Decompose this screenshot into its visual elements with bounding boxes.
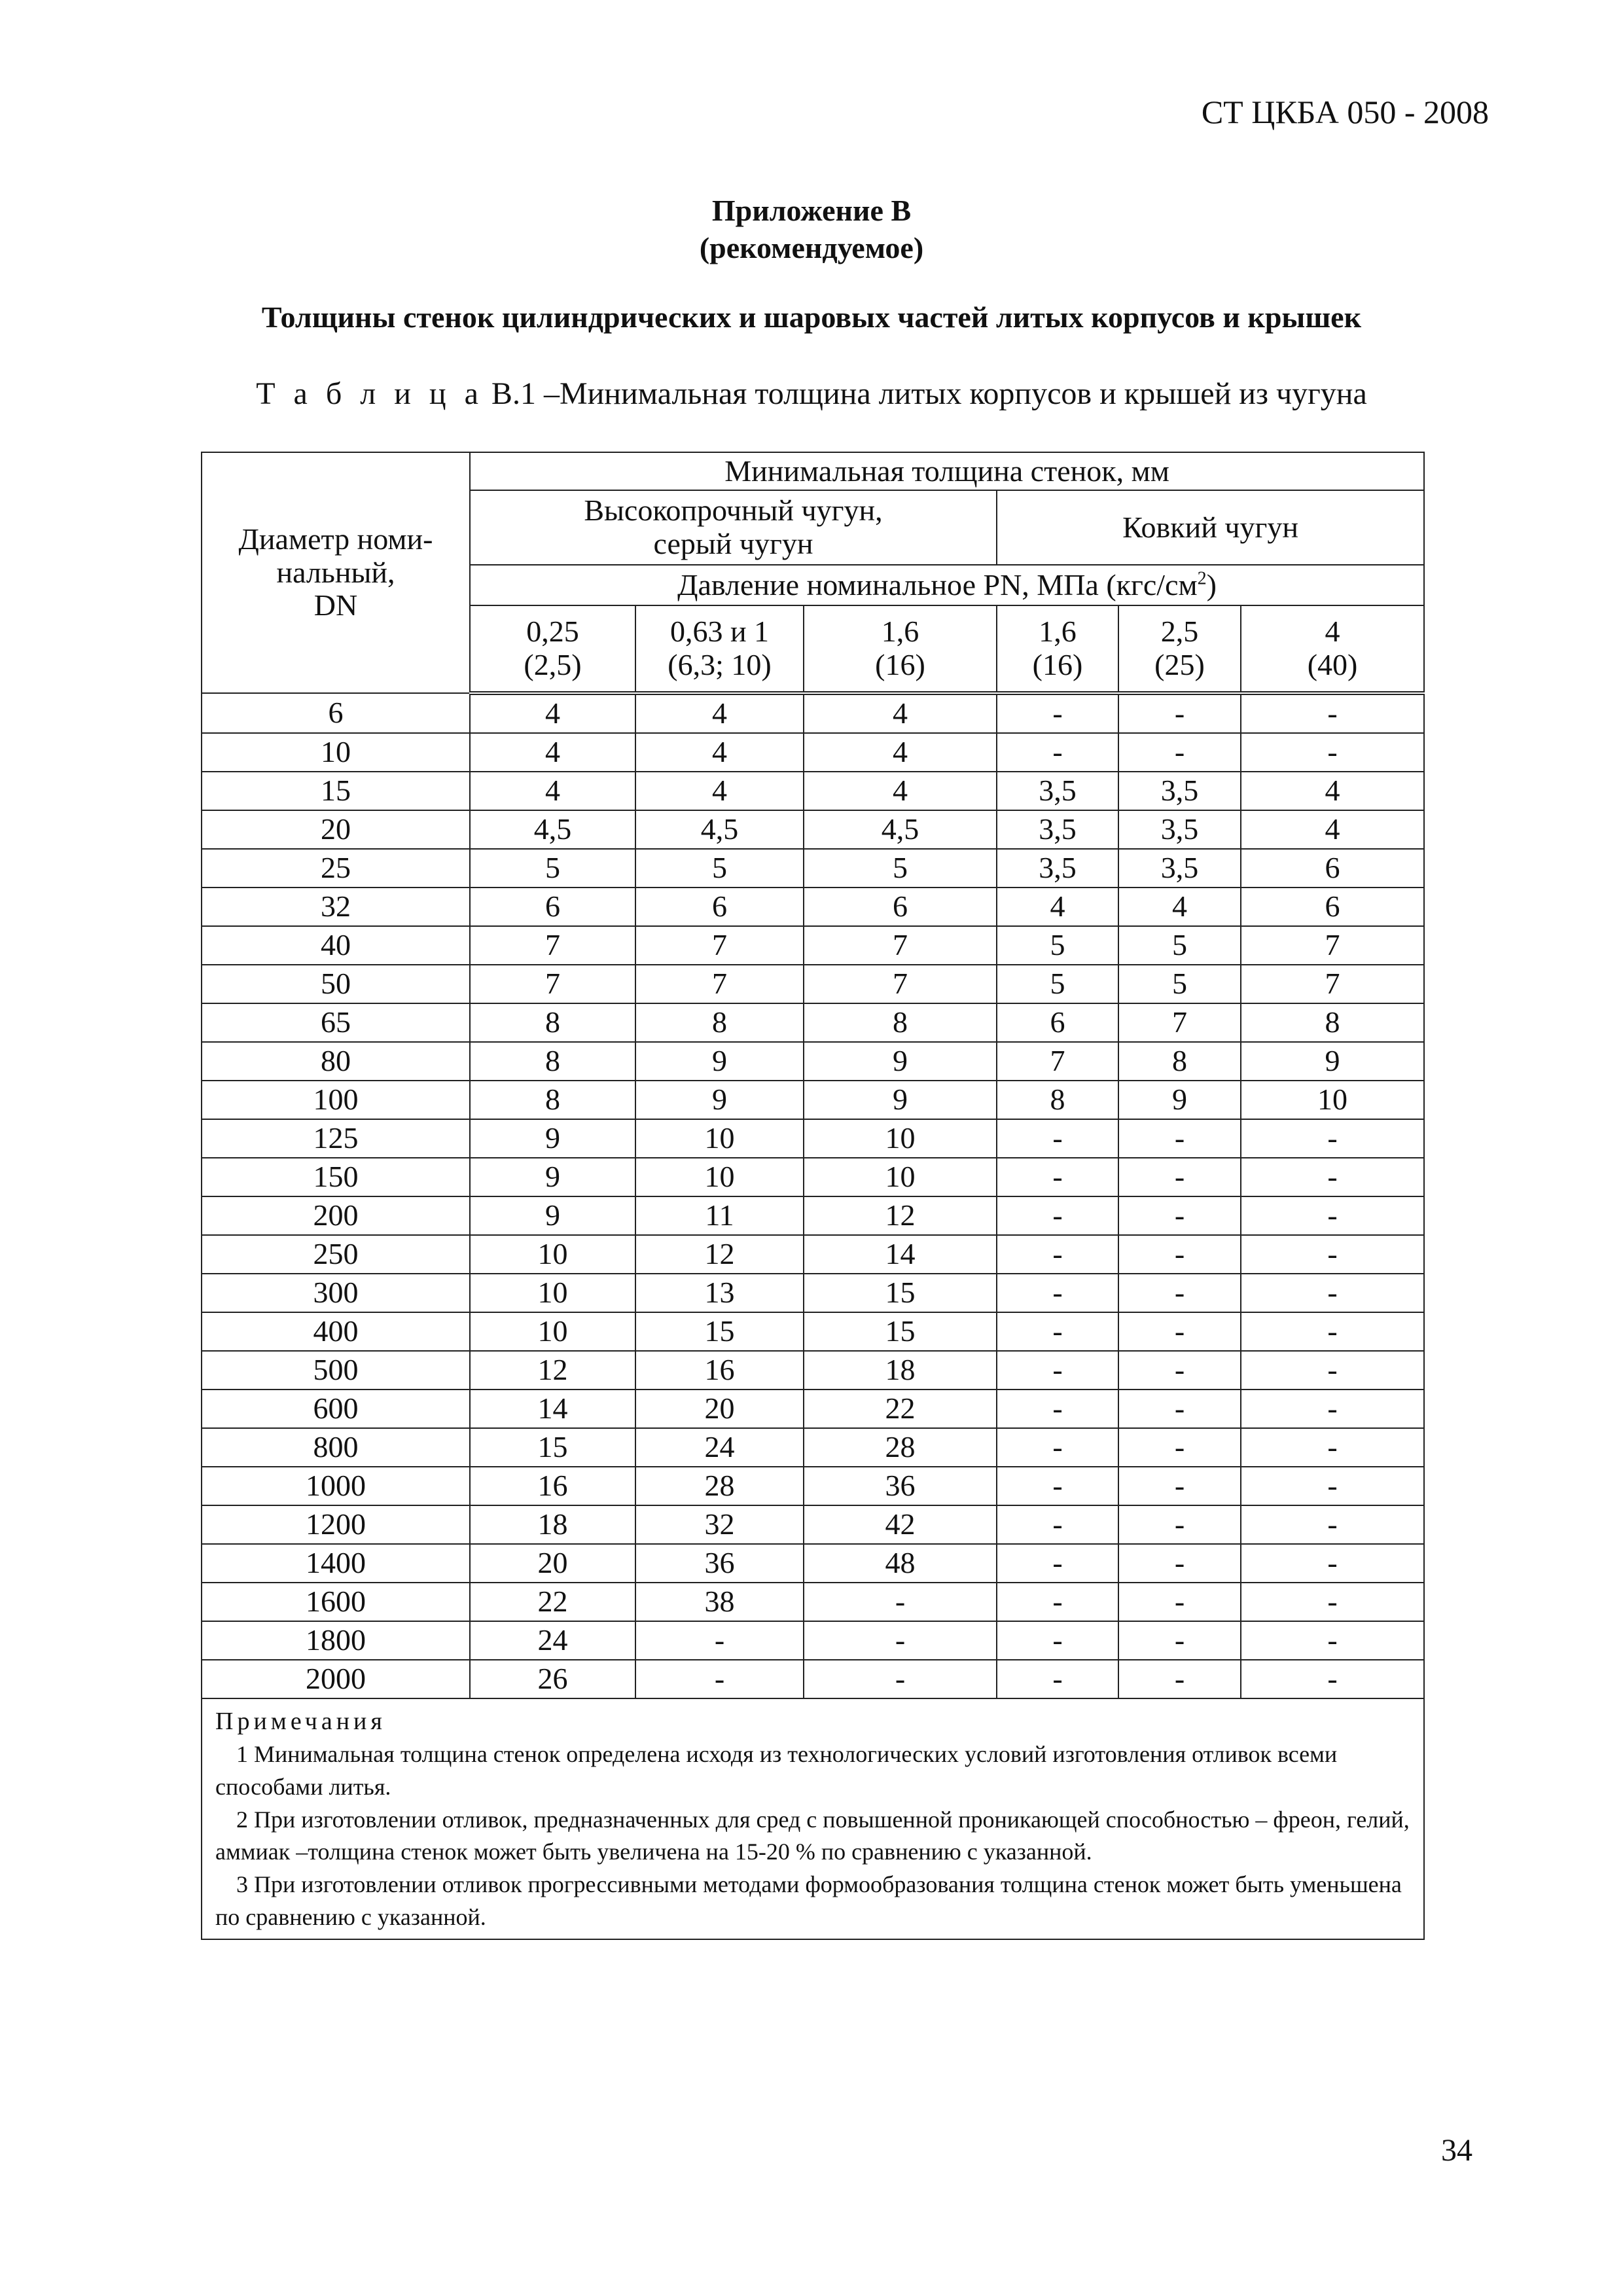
pressure-column-header xyxy=(1241,605,1424,693)
note-item: 1 Минимальная толщина стенок определена исходя из технологических условий изготовления отливок всеми способами литья. xyxy=(215,1741,1338,1801)
thickness-cell: 38 xyxy=(635,1583,804,1621)
dn-cell: 80 xyxy=(202,1042,470,1081)
thickness-cell: 9 xyxy=(470,1158,635,1196)
dn-cell: 1800 xyxy=(202,1621,470,1660)
thickness-cell: - xyxy=(1241,1196,1424,1235)
thickness-cell: 4 xyxy=(804,772,997,810)
thickness-cell: 24 xyxy=(470,1621,635,1660)
thickness-cell: 7 xyxy=(1241,965,1424,1003)
thickness-cell: 6 xyxy=(804,888,997,926)
table-row xyxy=(202,1003,1424,1042)
thickness-cell: 15 xyxy=(470,1428,635,1467)
thickness-cell: - xyxy=(1241,1158,1424,1196)
thickness-cell: - xyxy=(997,1351,1118,1390)
table-row xyxy=(202,1119,1424,1158)
table-caption-text: В.1 –Минимальная толщина литых корпусов и крышей из чугуна xyxy=(491,376,1367,411)
thickness-table xyxy=(201,452,1425,1940)
thickness-cell: - xyxy=(1118,693,1241,733)
table-row xyxy=(202,1235,1424,1274)
thickness-cell: 9 xyxy=(470,1196,635,1235)
thickness-cell: - xyxy=(804,1660,997,1698)
thickness-cell: - xyxy=(1241,1274,1424,1312)
pressure-mpa: 1,6 xyxy=(881,615,919,649)
dn-cell: 25 xyxy=(202,849,470,888)
thickness-cell: 7 xyxy=(1118,1003,1241,1042)
thickness-cell: 4,5 xyxy=(804,810,997,849)
thickness-cell: 36 xyxy=(635,1544,804,1583)
pressure-kgf: (2,5) xyxy=(524,648,582,681)
thickness-cell: 36 xyxy=(804,1467,997,1505)
thickness-cell: - xyxy=(1118,1428,1241,1467)
thickness-cell: - xyxy=(1241,733,1424,772)
thickness-cell: 12 xyxy=(804,1196,997,1235)
table-row xyxy=(202,849,1424,888)
thickness-cell: - xyxy=(1118,1390,1241,1428)
thickness-cell: - xyxy=(1118,733,1241,772)
thickness-cell: - xyxy=(997,1544,1118,1583)
thickness-cell: 13 xyxy=(635,1274,804,1312)
thickness-cell: - xyxy=(1241,1583,1424,1621)
table-row xyxy=(202,810,1424,849)
thickness-cell: 4 xyxy=(635,733,804,772)
thickness-cell: 20 xyxy=(635,1390,804,1428)
thickness-cell: - xyxy=(997,1467,1118,1505)
table-row xyxy=(202,1158,1424,1196)
table-row xyxy=(202,888,1424,926)
thickness-cell: 10 xyxy=(1241,1081,1424,1119)
pressure-mpa: 0,63 и 1 xyxy=(669,615,770,649)
thickness-cell: 10 xyxy=(635,1158,804,1196)
thickness-cell: 3,5 xyxy=(1118,772,1241,810)
dn-cell: 1200 xyxy=(202,1505,470,1544)
thickness-cell: 4 xyxy=(470,733,635,772)
thickness-cell: 4 xyxy=(1118,888,1241,926)
thickness-cell: 6 xyxy=(1241,888,1424,926)
dn-cell: 50 xyxy=(202,965,470,1003)
thickness-cell: 4 xyxy=(997,888,1118,926)
thickness-cell: 8 xyxy=(635,1003,804,1042)
table-row xyxy=(202,965,1424,1003)
appendix-title: Приложение В xyxy=(711,194,912,227)
section-title: Толщины стенок цилиндрических и шаровых частей литых корпусов и крышек xyxy=(261,300,1362,334)
table-row xyxy=(202,1351,1424,1390)
dn-cell: 125 xyxy=(202,1119,470,1158)
thickness-cell: 5 xyxy=(1118,926,1241,965)
thickness-cell: - xyxy=(1118,1467,1241,1505)
thickness-cell: - xyxy=(1118,1235,1241,1274)
thickness-cell: - xyxy=(804,1583,997,1621)
table-row xyxy=(202,1274,1424,1312)
thickness-cell: - xyxy=(1118,1583,1241,1621)
thickness-cell: 7 xyxy=(1241,926,1424,965)
malleable-iron-header: Ковкий чугун xyxy=(997,490,1424,565)
table-row xyxy=(202,693,1424,733)
note-item: 2 При изготовлении отливок, предназначенных для сред с повышенной проникающей способностью – фреон, гелий, аммиак –толщина стенок может быть увеличена на 15-20 % по сравнению с указанной. xyxy=(215,1806,1410,1865)
dn-cell: 250 xyxy=(202,1235,470,1274)
thickness-cell: 7 xyxy=(470,926,635,965)
thickness-cell: 7 xyxy=(804,926,997,965)
pressure-kgf: (40) xyxy=(1307,648,1358,681)
pressure-column-header xyxy=(804,605,997,693)
thickness-cell: - xyxy=(997,1505,1118,1544)
thickness-cell: 14 xyxy=(804,1235,997,1274)
dn-header-line: Диаметр номи- xyxy=(238,522,433,556)
pressure-header-text: Давление номинальное PN, МПа (кгс/см xyxy=(677,567,1198,601)
thickness-cell: 15 xyxy=(635,1312,804,1351)
thickness-cell: 8 xyxy=(470,1042,635,1081)
ductile-iron-line: серый чугун xyxy=(653,527,813,560)
thickness-cell: 6 xyxy=(470,888,635,926)
thickness-cell: - xyxy=(1118,1274,1241,1312)
document-code: СТ ЦКБА 050 - 2008 xyxy=(1201,94,1489,130)
notes-title: Примечания xyxy=(215,1708,386,1735)
dn-cell: 1400 xyxy=(202,1544,470,1583)
pressure-mpa: 4 xyxy=(1325,615,1340,649)
thickness-cell: 6 xyxy=(1241,849,1424,888)
thickness-cell: 22 xyxy=(470,1583,635,1621)
thickness-cell: 8 xyxy=(1241,1003,1424,1042)
thickness-cell: 18 xyxy=(470,1505,635,1544)
pressure-kgf: (25) xyxy=(1154,648,1205,681)
thickness-cell: 3,5 xyxy=(997,810,1118,849)
thickness-cell: 8 xyxy=(470,1081,635,1119)
thickness-cell: - xyxy=(997,1235,1118,1274)
dn-cell: 15 xyxy=(202,772,470,810)
thickness-cell: - xyxy=(1118,1196,1241,1235)
pressure-column-header xyxy=(997,605,1118,693)
thickness-cell: 9 xyxy=(804,1042,997,1081)
thickness-cell: - xyxy=(1241,1544,1424,1583)
thickness-cell: - xyxy=(1241,1660,1424,1698)
thickness-cell: 7 xyxy=(635,926,804,965)
thickness-cell: 24 xyxy=(635,1428,804,1467)
thickness-cell: - xyxy=(1118,1312,1241,1351)
thickness-cell: 4 xyxy=(635,772,804,810)
thickness-cell: - xyxy=(997,1428,1118,1467)
thickness-cell: - xyxy=(1241,1119,1424,1158)
thickness-cell: 7 xyxy=(997,1042,1118,1081)
thickness-cell: - xyxy=(1118,1119,1241,1158)
thickness-cell: - xyxy=(1118,1505,1241,1544)
thickness-cell: - xyxy=(1241,1505,1424,1544)
table-row xyxy=(202,1660,1424,1698)
pressure-mpa: 1,6 xyxy=(1039,615,1077,649)
table-row xyxy=(202,1081,1424,1119)
thickness-cell: 15 xyxy=(804,1312,997,1351)
thickness-cell: 10 xyxy=(804,1119,997,1158)
thickness-cell: 8 xyxy=(997,1081,1118,1119)
thickness-cell: 5 xyxy=(997,926,1118,965)
dn-cell: 2000 xyxy=(202,1660,470,1698)
dn-header-line: нальный, xyxy=(276,555,395,589)
dn-cell: 200 xyxy=(202,1196,470,1235)
thickness-cell: - xyxy=(997,1390,1118,1428)
thickness-cell: 16 xyxy=(635,1351,804,1390)
pressure-mpa: 0,25 xyxy=(526,615,579,649)
thickness-cell: 10 xyxy=(804,1158,997,1196)
dn-cell: 1600 xyxy=(202,1583,470,1621)
thickness-cell: - xyxy=(997,1196,1118,1235)
thickness-cell: 20 xyxy=(470,1544,635,1583)
table-row xyxy=(202,1390,1424,1428)
pressure-column-header xyxy=(470,605,635,693)
thickness-cell: - xyxy=(1118,1544,1241,1583)
table-row xyxy=(202,1505,1424,1544)
thickness-cell: 4 xyxy=(470,693,635,733)
thickness-cell: 9 xyxy=(635,1081,804,1119)
thickness-cell: 4,5 xyxy=(470,810,635,849)
thickness-cell: 7 xyxy=(635,965,804,1003)
thickness-cell: 28 xyxy=(804,1428,997,1467)
thickness-cell: - xyxy=(1241,1235,1424,1274)
note-item: 3 При изготовлении отливок прогрессивными методами формообразования толщина стенок может быть уменьшена по сравнению с указанной. xyxy=(215,1871,1402,1930)
thickness-cell: - xyxy=(635,1660,804,1698)
thickness-cell: - xyxy=(1241,1428,1424,1467)
thickness-cell: 9 xyxy=(635,1042,804,1081)
ductile-iron-line: Высокопрочный чугун, xyxy=(584,493,883,528)
dn-cell: 65 xyxy=(202,1003,470,1042)
dn-cell: 500 xyxy=(202,1351,470,1390)
thickness-cell: 14 xyxy=(470,1390,635,1428)
notes-list xyxy=(215,1738,1410,1933)
page-number: 34 xyxy=(1441,2133,1472,2168)
pressure-header xyxy=(470,565,1424,605)
thickness-cell: - xyxy=(997,1621,1118,1660)
pressure-mpa: 2,5 xyxy=(1160,615,1199,649)
table-row xyxy=(202,1042,1424,1081)
thickness-cell: 11 xyxy=(635,1196,804,1235)
thickness-cell: 5 xyxy=(804,849,997,888)
dn-header xyxy=(202,452,470,693)
thickness-cell: 4 xyxy=(804,693,997,733)
thickness-cell: - xyxy=(1118,1351,1241,1390)
thickness-cell: - xyxy=(1241,1351,1424,1390)
thickness-cell: 16 xyxy=(470,1467,635,1505)
dn-cell: 10 xyxy=(202,733,470,772)
thickness-cell: 7 xyxy=(470,965,635,1003)
thickness-cell: 42 xyxy=(804,1505,997,1544)
thickness-cell: - xyxy=(1118,1158,1241,1196)
pressure-kgf: (16) xyxy=(1032,648,1083,681)
thickness-cell: 3,5 xyxy=(997,849,1118,888)
dn-cell: 800 xyxy=(202,1428,470,1467)
table-row xyxy=(202,1621,1424,1660)
table-row xyxy=(202,772,1424,810)
thickness-cell: - xyxy=(1241,693,1424,733)
thickness-cell: 48 xyxy=(804,1544,997,1583)
thickness-cell: 5 xyxy=(1118,965,1241,1003)
thickness-cell: - xyxy=(997,1119,1118,1158)
table-row xyxy=(202,733,1424,772)
notes-cell xyxy=(202,1698,1424,1939)
pressure-column-header xyxy=(635,605,804,693)
thickness-cell: 12 xyxy=(470,1351,635,1390)
dn-cell: 40 xyxy=(202,926,470,965)
pressure-kgf: (16) xyxy=(875,648,925,681)
thickness-cell: 26 xyxy=(470,1660,635,1698)
thickness-cell: 12 xyxy=(635,1235,804,1274)
thickness-cell: 5 xyxy=(470,849,635,888)
ductile-iron-header xyxy=(470,490,997,565)
table-row xyxy=(202,1544,1424,1583)
thickness-cell: 9 xyxy=(470,1119,635,1158)
thickness-cell: 3,5 xyxy=(1118,810,1241,849)
min-thickness-header: Минимальная толщина стенок, мм xyxy=(470,452,1424,490)
thickness-cell: - xyxy=(804,1621,997,1660)
thickness-cell: 10 xyxy=(470,1235,635,1274)
thickness-cell: - xyxy=(997,1660,1118,1698)
thickness-cell: - xyxy=(997,693,1118,733)
table-row xyxy=(202,1428,1424,1467)
thickness-cell: - xyxy=(997,1274,1118,1312)
thickness-cell: - xyxy=(1241,1467,1424,1505)
table-row xyxy=(202,1467,1424,1505)
dn-cell: 300 xyxy=(202,1274,470,1312)
dn-cell: 600 xyxy=(202,1390,470,1428)
thickness-cell: 8 xyxy=(470,1003,635,1042)
appendix-subtitle: (рекомендуемое) xyxy=(699,231,924,264)
dn-cell: 100 xyxy=(202,1081,470,1119)
table-row xyxy=(202,1583,1424,1621)
thickness-cell: 4 xyxy=(470,772,635,810)
thickness-cell: - xyxy=(997,1158,1118,1196)
dn-header-line: DN xyxy=(313,588,358,622)
thickness-cell: - xyxy=(1241,1312,1424,1351)
pressure-header-sup: 2 xyxy=(1197,568,1207,589)
thickness-cell: 9 xyxy=(1241,1042,1424,1081)
thickness-cell: 4 xyxy=(1241,772,1424,810)
thickness-cell: - xyxy=(997,733,1118,772)
thickness-cell: 5 xyxy=(635,849,804,888)
thickness-cell: 10 xyxy=(635,1119,804,1158)
thickness-cell: 4 xyxy=(804,733,997,772)
thickness-cell: 7 xyxy=(804,965,997,1003)
dn-cell: 6 xyxy=(202,693,470,733)
pressure-column-header xyxy=(1118,605,1241,693)
dn-cell: 150 xyxy=(202,1158,470,1196)
thickness-cell: 9 xyxy=(804,1081,997,1119)
table-row xyxy=(202,1312,1424,1351)
dn-cell: 32 xyxy=(202,888,470,926)
thickness-cell: 15 xyxy=(804,1274,997,1312)
thickness-cell: - xyxy=(1241,1621,1424,1660)
thickness-cell: 5 xyxy=(997,965,1118,1003)
thickness-cell: - xyxy=(1118,1621,1241,1660)
thickness-cell: 3,5 xyxy=(997,772,1118,810)
thickness-cell: 18 xyxy=(804,1351,997,1390)
table-caption-label: Т а б л и ц а xyxy=(256,376,484,411)
table-caption xyxy=(0,376,1623,412)
thickness-cell: 9 xyxy=(1118,1081,1241,1119)
thickness-cell: - xyxy=(1241,1390,1424,1428)
thickness-cell: - xyxy=(997,1312,1118,1351)
table-row xyxy=(202,1196,1424,1235)
pressure-kgf: (6,3; 10) xyxy=(668,648,772,681)
thickness-cell: 4 xyxy=(635,693,804,733)
thickness-cell: 6 xyxy=(997,1003,1118,1042)
thickness-cell: 8 xyxy=(1118,1042,1241,1081)
thickness-cell: - xyxy=(635,1621,804,1660)
thickness-cell: 22 xyxy=(804,1390,997,1428)
thickness-cell: 8 xyxy=(804,1003,997,1042)
thickness-cell: 10 xyxy=(470,1312,635,1351)
thickness-cell: 4 xyxy=(1241,810,1424,849)
thickness-cell: 32 xyxy=(635,1505,804,1544)
thickness-cell: 4,5 xyxy=(635,810,804,849)
thickness-cell: 10 xyxy=(470,1274,635,1312)
thickness-cell: - xyxy=(997,1583,1118,1621)
dn-cell: 1000 xyxy=(202,1467,470,1505)
thickness-cell: 6 xyxy=(635,888,804,926)
dn-cell: 400 xyxy=(202,1312,470,1351)
thickness-cell: - xyxy=(1118,1660,1241,1698)
table-row xyxy=(202,926,1424,965)
dn-cell: 20 xyxy=(202,810,470,849)
thickness-cell: 3,5 xyxy=(1118,849,1241,888)
thickness-cell: 28 xyxy=(635,1467,804,1505)
pressure-header-suffix: ) xyxy=(1206,567,1217,601)
